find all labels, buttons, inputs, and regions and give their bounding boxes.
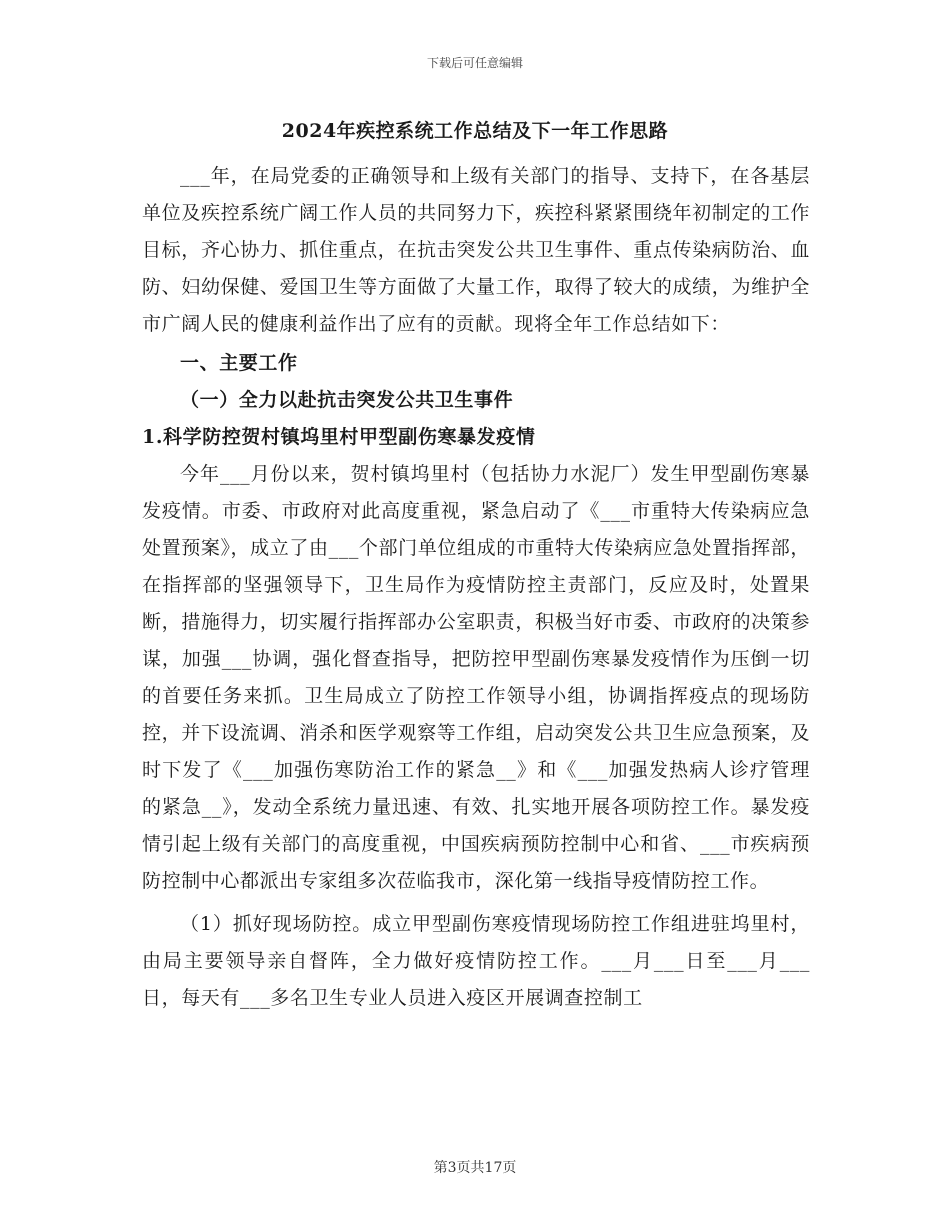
body-paragraph: （1）抓好现场防控。成立甲型副伤寒疫情现场防控工作组进驻坞里村，由局主要领导亲自督阵，全力做好疫情防控工作。___月___日至___月___日，每天有___多名卫生专业人员进入疫区开展调查控制工	[142, 913, 810, 1009]
body-paragraph: 今年___月份以来，贺村镇坞里村（包括协力水泥厂）发生甲型副伤寒暴发疫情。市委、市政府对此高度重视，紧急启动了《___市重特大传染病应急处置预案》，成立了由___个部门单位组成的市重特大传染病应急处置指挥部，在指挥部的坚强领导下，卫生局作为疫情防控主责部门，反应及时，处置果断，措施得力，切实履行指挥部办公室职责，积极当好市委、市政府的决策参谋，加强___协调，强化督查指导，把防控甲型副伤寒暴发疫情作为压倒一切的首要任务来抓。卫生局成立了防控工作领导小组，协调指挥疫点的现场防控，并下设流调、消杀和医学观察等工作组，启动突发公共卫生应急预案，及时下发了《___加强伤寒防治工作的紧急__》和《___加强发热病人诊疗管理的紧急__》，发动全系统力量迅速、有效、扎实地开展各项防控工作。暴发疫情引起上级有关部门的高度重视，中国疾病预防控制中心和省、___市疾病预防控制中心都派出专家组多次莅临我市，深化第一线指导疫情防控工作。	[142, 463, 810, 892]
intro-paragraph: ___年，在局党委的正确领导和上级有关部门的指导、支持下，在各基层单位及疾控系统广阔工作人员的共同努力下，疾控科紧紧围绕年初制定的工作目标，齐心协力、抓住重点，在抗击突发公共卫生事件、重点传染病防治、血防、妇幼保健、爱国卫生等方面做了大量工作，取得了较大的成绩，为维护全市广阔人民的健康利益作出了应有的贡献。现将全年工作总结如下：	[142, 165, 810, 335]
item-heading: 1.科学防控贺村镇坞里村甲型副伤寒暴发疫情	[142, 426, 536, 448]
page-number: 第3页共17页	[433, 1160, 517, 1176]
page-header-note: 下载后可任意编辑	[426, 56, 523, 70]
section-heading: 一、主要工作	[180, 352, 298, 374]
document-body	[142, 158, 810, 1017]
subsection-heading: （一）全力以赴抗击突发公共卫生事件	[180, 389, 514, 411]
document-title: 2024年疾控系统工作总结及下一年工作思路	[281, 120, 669, 142]
